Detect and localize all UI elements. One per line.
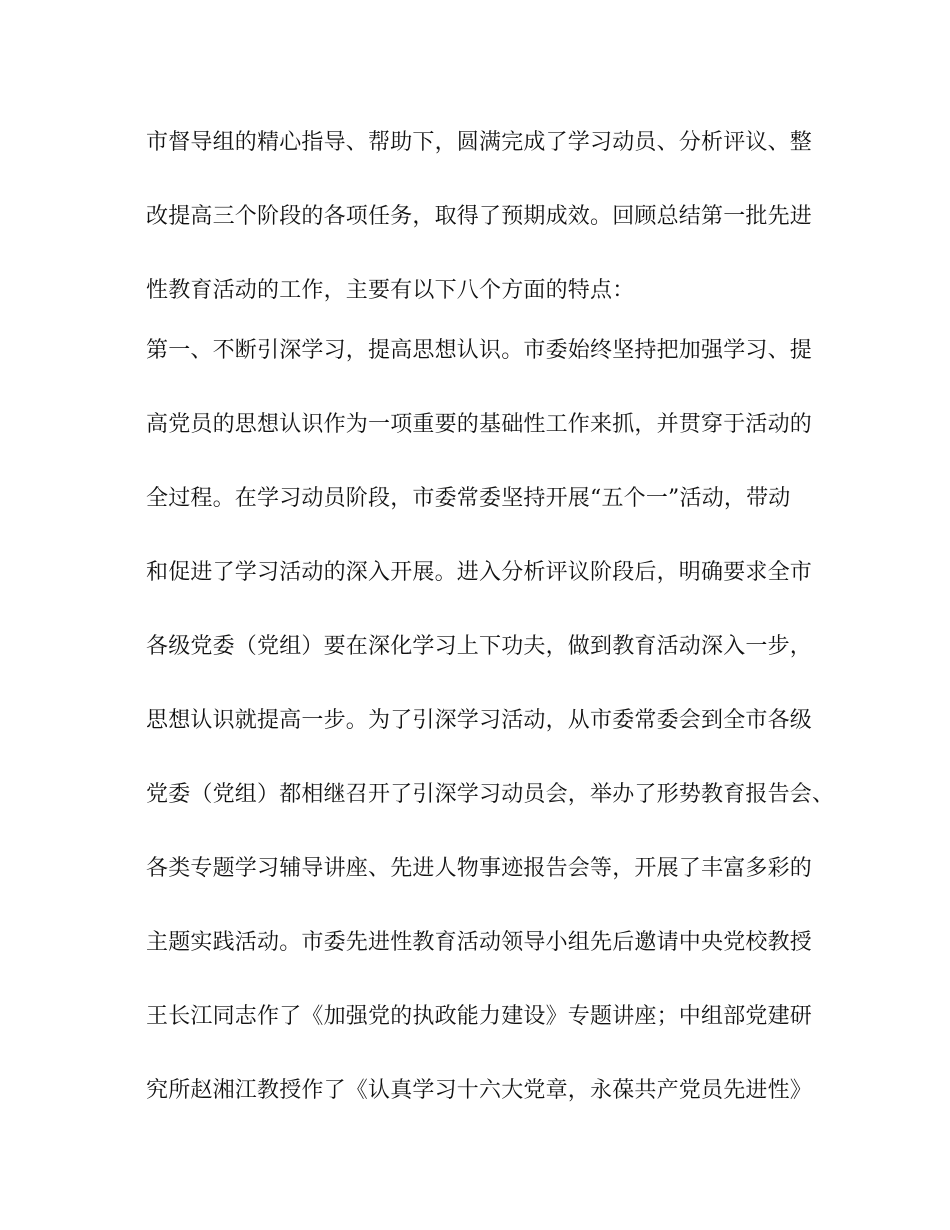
text-line: 王长江同志作了《加强党的执政能力建设》专题讲座；中组部党建研 bbox=[146, 1004, 813, 1029]
text-line: 性教育活动的工作，主要有以下八个方面的特点： bbox=[146, 278, 635, 303]
text-line: 党委（党组）都相继召开了引深学习动员会，举办了形势教育报告会、 bbox=[146, 782, 835, 807]
text-line: 各类专题学习辅导讲座、先进人物事迹报告会等，开展了丰富多彩的 bbox=[146, 856, 813, 881]
text-line: 主题实践活动。市委先进性教育活动领导小组先后邀请中央党校教授 bbox=[146, 930, 813, 955]
text-line: 改提高三个阶段的各项任务，取得了预期成效。回顾总结第一批先进 bbox=[146, 204, 813, 229]
text-line: 各级党委（党组）要在深化学习上下功夫，做到教育活动深入一步， bbox=[146, 634, 813, 659]
text-line: 高党员的思想认识作为一项重要的基础性工作来抓，并贯穿于活动的 bbox=[146, 412, 813, 437]
text-line: 全过程。在学习动员阶段，市委常委坚持开展“五个一”活动，带动 bbox=[146, 486, 791, 511]
text-line: 第一、不断引深学习，提高思想认识。市委始终坚持把加强学习、提 bbox=[146, 338, 813, 363]
text-line: 和促进了学习活动的深入开展。进入分析评议阶段后，明确要求全市 bbox=[146, 560, 813, 585]
text-line: 市督导组的精心指导、帮助下，圆满完成了学习动员、分析评议、整 bbox=[146, 130, 813, 155]
text-line: 究所赵湘江教授作了《认真学习十六大党章，永葆共产党员先进性》 bbox=[146, 1078, 813, 1103]
text-line: 思想认识就提高一步。为了引深学习活动，从市委常委会到全市各级 bbox=[146, 708, 813, 733]
